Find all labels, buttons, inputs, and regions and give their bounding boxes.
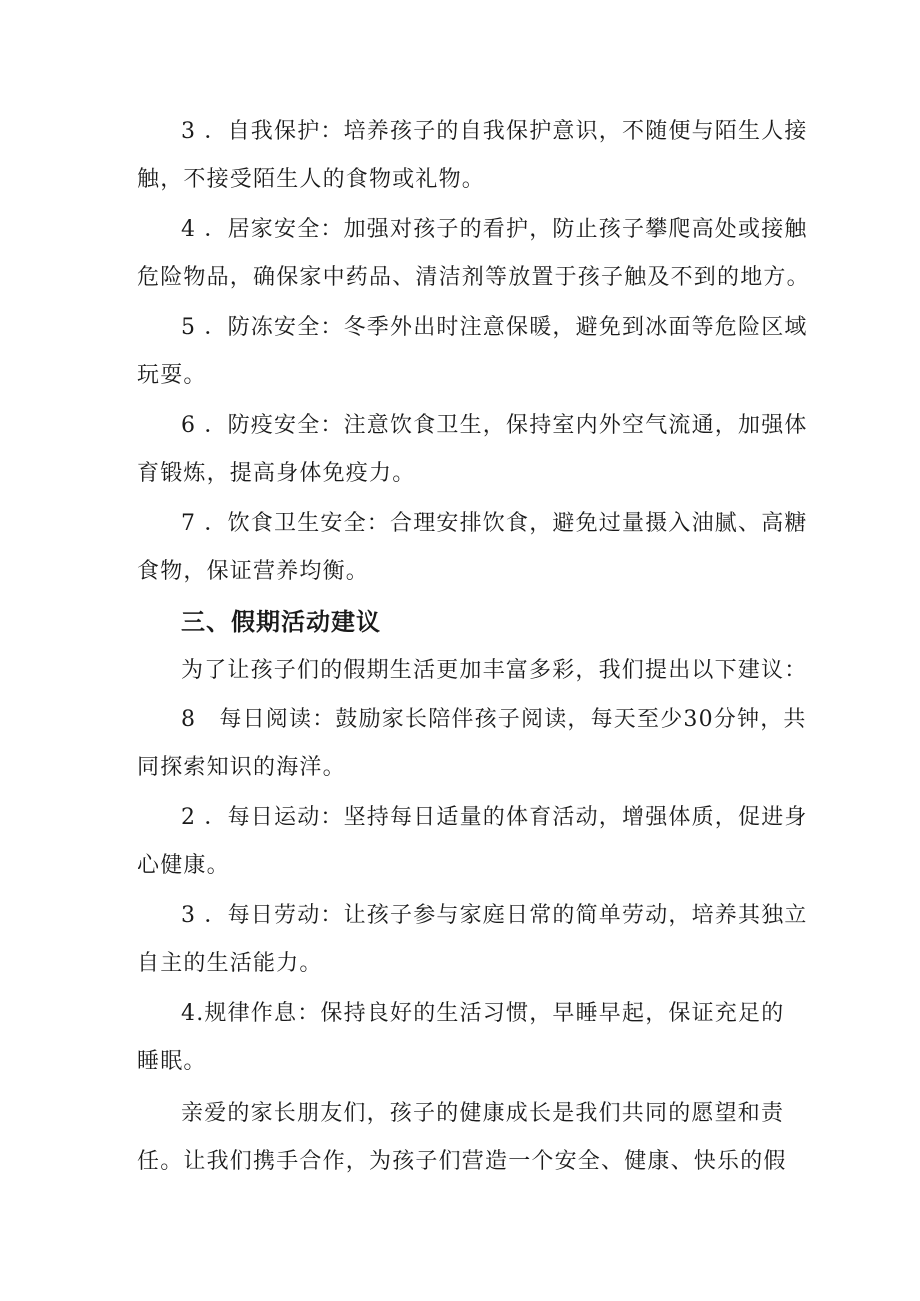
text-line: 食物，保证营养均衡。 <box>137 559 370 584</box>
section-heading: 三、假期活动建议 <box>181 608 381 636</box>
text-line: 2 ．每日运动：坚持每日适量的体育活动，增强体质，促进身 <box>181 805 808 830</box>
text-line: 8 每日阅读：鼓励家长陪伴孩子阅读，每天至少30分钟，共 <box>181 707 807 732</box>
text-line: 6 ．防疫安全：注意饮食卫生，保持室内外空气流通，加强体 <box>181 413 808 438</box>
paragraph-food-safety <box>137 500 808 596</box>
text-line: 亲爱的家长朋友们，孩子的健康成长是我们共同的愿望和责 <box>181 1101 785 1126</box>
text-line: 3 ．每日劳动：让孩子参与家庭日常的简单劳动，培养其独立 <box>181 903 808 928</box>
paragraph-epidemic-safety <box>137 402 808 498</box>
text-line: 5 ．防冻安全：冬季外出时注意保暖，避免到冰面等危险区域 <box>181 315 808 340</box>
text-line: 心健康。 <box>137 853 230 878</box>
text-line: 玩耍。 <box>137 363 207 388</box>
text-line: 任。让我们携手合作，为孩子们营造一个安全、健康、快乐的假 <box>137 1149 787 1174</box>
text-line: 同探索知识的海洋。 <box>137 755 346 780</box>
text-line: 育锻炼，提高身体免疫力。 <box>137 461 416 486</box>
paragraph-frost-safety <box>137 304 808 400</box>
text-line: 7 ．饮食卫生安全：合理安排饮食，避免过量摄入油腻、高糖 <box>181 511 808 536</box>
text-line: 为了让孩子们的假期生活更加丰富多彩，我们提出以下建议： <box>181 658 808 683</box>
suggestion-routine <box>137 990 797 1086</box>
text-line: 自主的生活能力。 <box>137 951 323 976</box>
text-line: 4 ．居家安全：加强对孩子的看护，防止孩子攀爬高处或接触 <box>181 217 808 242</box>
text-line: 4.规律作息：保持良好的生活习惯，早睡早起，保证充足的 <box>181 1001 785 1026</box>
text-line: 3 ．自我保护：培养孩子的自我保护意识，不随便与陌生人接 <box>181 119 808 144</box>
suggestion-labor <box>137 892 808 988</box>
suggestion-exercise <box>137 794 808 890</box>
text-line: 睡眠。 <box>137 1049 207 1074</box>
paragraph-home-safety <box>137 206 810 302</box>
paragraph-self-protection <box>137 108 808 204</box>
paragraph-closing <box>137 1090 797 1186</box>
text-line: 触，不接受陌生人的食物或礼物。 <box>137 167 486 192</box>
suggestion-reading <box>137 696 807 792</box>
paragraph-intro <box>137 647 808 695</box>
text-line: 危险物品，确保家中药品、清洁剂等放置于孩子触及不到的地方。 <box>137 265 810 290</box>
